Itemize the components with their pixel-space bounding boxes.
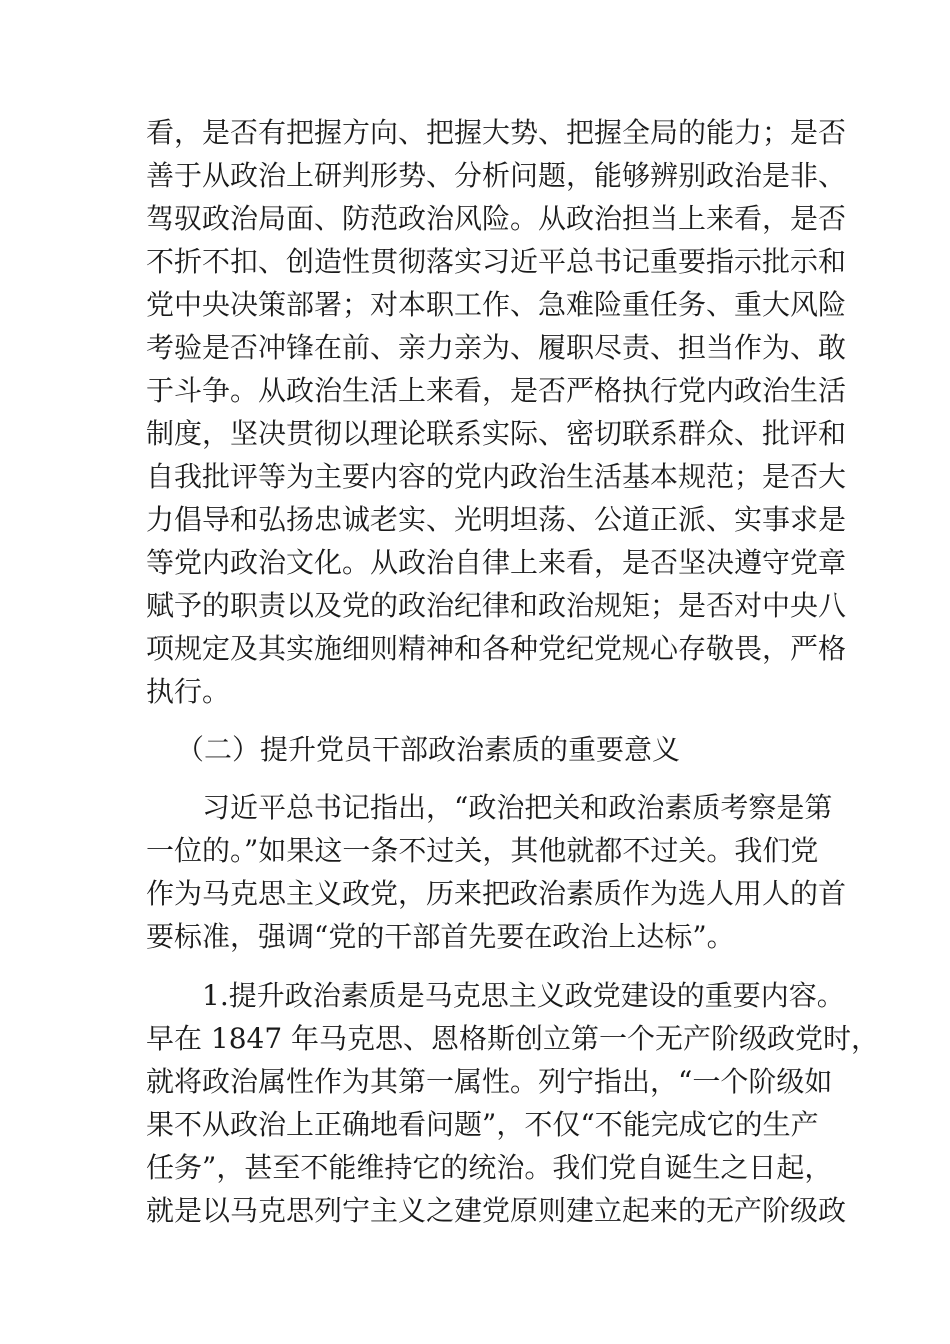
paragraph-line: 于斗争。从政治生活上来看，是否严格执行党内政治生活 xyxy=(146,374,847,407)
paragraph-line: 就将政治属性作为其第一属性。列宁指出，“一个阶级如 xyxy=(146,1065,833,1098)
paragraph-line: 就是以马克思列宁主义之建党原则建立起来的无产阶级政 xyxy=(146,1194,847,1227)
paragraph-line: 力倡导和弘扬忠诚老实、光明坦荡、公道正派、实事求是 xyxy=(146,503,847,536)
paragraph-line: 看，是否有把握方向、把握大势、把握全局的能力；是否 xyxy=(146,116,847,149)
paragraph-line: 1.提升政治素质是马克思主义政党建设的重要内容。 xyxy=(202,979,845,1012)
paragraph-line: 一位的。”如果这一条不过关，其他就都不过关。我们党 xyxy=(146,834,819,867)
paragraph-line: 自我批评等为主要内容的党内政治生活基本规范；是否大 xyxy=(146,460,847,493)
paragraph-line: 项规定及其实施细则精神和各种党纪党规心存敬畏，严格 xyxy=(146,632,847,665)
paragraph-line: 考验是否冲锋在前、亲力亲为、履职尽责、担当作为、敢 xyxy=(146,331,847,364)
paragraph-line: 执行。 xyxy=(146,675,231,708)
paragraph-line: 作为马克思主义政党，历来把政治素质作为选人用人的首 xyxy=(146,877,847,910)
paragraph-line: 制度，坚决贯彻以理论联系实际、密切联系群众、批评和 xyxy=(146,417,847,450)
paragraph-line: 任务”，甚至不能维持它的统治。我们党自诞生之日起， xyxy=(146,1151,833,1184)
paragraph-line: 赋予的职责以及党的政治纪律和政治规矩；是否对中央八 xyxy=(146,589,847,622)
paragraph-line: 等党内政治文化。从政治自律上来看，是否坚决遵守党章 xyxy=(146,546,847,579)
section-heading: （二）提升党员干部政治素质的重要意义 xyxy=(176,733,681,766)
paragraph-line: 善于从政治上研判形势、分析问题，能够辨别政治是非、 xyxy=(146,159,847,192)
paragraph-line: 习近平总书记指出，“政治把关和政治素质考察是第 xyxy=(202,791,833,824)
paragraph-line: 党中央决策部署；对本职工作、急难险重任务、重大风险 xyxy=(146,288,847,321)
paragraph-line: 早在 1847 年马克思、恩格斯创立第一个无产阶级政党时， xyxy=(146,1022,880,1055)
paragraph-line: 驾驭政治局面、防范政治风险。从政治担当上来看，是否 xyxy=(146,202,847,235)
paragraph-line: 果不从政治上正确地看问题”，不仅“不能完成它的生产 xyxy=(146,1108,819,1141)
paragraph-line: 要标准，强调“党的干部首先要在政治上达标”。 xyxy=(146,920,735,953)
paragraph-line: 不折不扣、创造性贯彻落实习近平总书记重要指示批示和 xyxy=(146,245,847,278)
